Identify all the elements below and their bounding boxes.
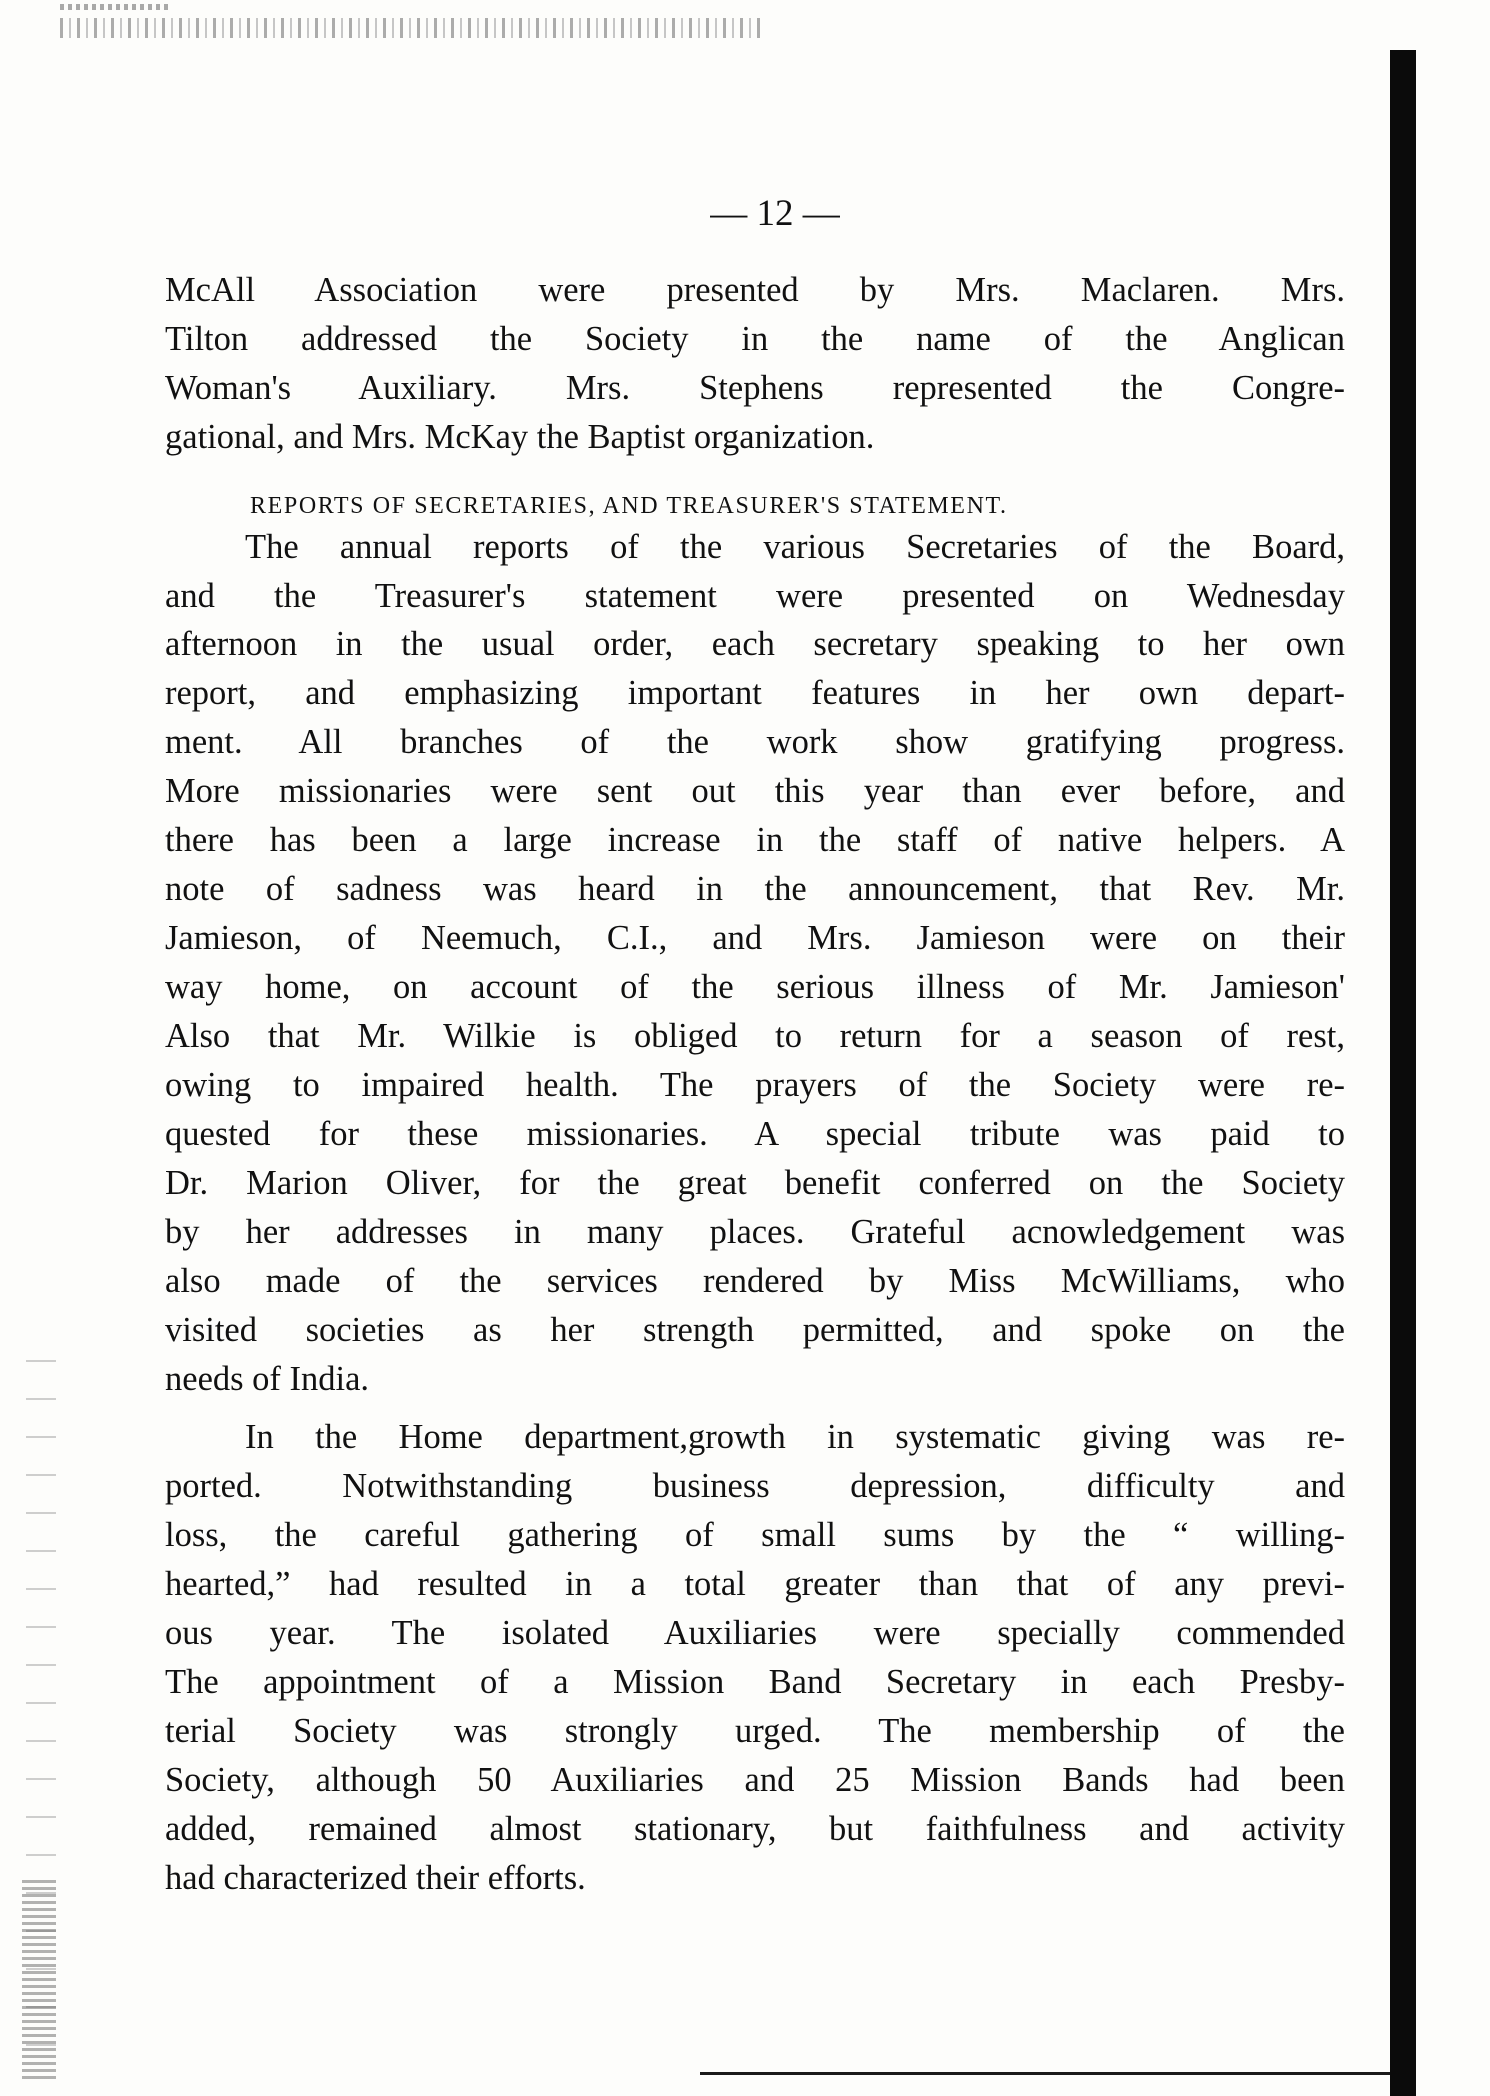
text-line: In the Home department,growth in systematic giving was re- xyxy=(245,1418,1345,1456)
text-line: loss, the careful gathering of small sums by the “ willing- xyxy=(165,1516,1345,1554)
scan-noise-top-edge xyxy=(60,4,170,10)
text-line: ported. Notwithstanding business depression, difficulty and xyxy=(165,1467,1345,1505)
text-line: needs of India. xyxy=(165,1360,370,1398)
text-line: had characterized their efforts. xyxy=(165,1859,586,1897)
text-line: ous year. The isolated Auxiliaries were specially commended xyxy=(165,1614,1345,1652)
text-line: Woman's Auxiliary. Mrs. Stephens represented the Congre- xyxy=(165,369,1345,407)
text-line: hearted,” had resulted in a total greater than that of any previ- xyxy=(165,1565,1345,1603)
section-heading: REPORTS OF SECRETARIES, AND TREASURER'S STATEMENT. xyxy=(250,493,1008,519)
text-line: quested for these missionaries. A special tribute was paid to xyxy=(165,1115,1345,1153)
text-line: owing to impaired health. The prayers of the Society were re- xyxy=(165,1066,1345,1104)
text-line: Also that Mr. Wilkie is obliged to return for a season of rest, xyxy=(165,1017,1345,1055)
text-line: by her addresses in many places. Grateful acnowledgement was xyxy=(165,1213,1345,1251)
page-binding-shadow xyxy=(1390,50,1416,2096)
text-line: way home, on account of the serious illness of Mr. Jamieson' xyxy=(165,968,1345,1006)
page-bottom-edge xyxy=(700,2072,1390,2075)
scan-noise-top xyxy=(60,18,760,38)
text-line: Jamieson, of Neemuch, C.I., and Mrs. Jamieson were on their xyxy=(165,919,1345,957)
text-line: The appointment of a Mission Band Secretary in each Presby- xyxy=(165,1663,1345,1701)
text-line: and the Treasurer's statement were presented on Wednesday xyxy=(165,577,1345,615)
text-line: note of sadness was heard in the announcement, that Rev. Mr. xyxy=(165,870,1345,908)
text-line: terial Society was strongly urged. The membership of the xyxy=(165,1712,1345,1750)
text-line: McAll Association were presented by Mrs. Maclaren. Mrs. xyxy=(165,271,1345,309)
text-line: visited societies as her strength permitted, and spoke on the xyxy=(165,1311,1345,1349)
text-line: Tilton addressed the Society in the name of the Anglican xyxy=(165,320,1345,358)
text-line: there has been a large increase in the staff of native helpers. A xyxy=(165,821,1345,859)
text-line: More missionaries were sent out this year than ever before, and xyxy=(165,772,1345,810)
text-line: ment. All branches of the work show gratifying progress. xyxy=(165,723,1345,761)
scan-noise-left-bottom xyxy=(22,1880,56,2080)
text-line: also made of the services rendered by Miss McWilliams, who xyxy=(165,1262,1345,1300)
text-line: Society, although 50 Auxiliaries and 25 Mission Bands had been xyxy=(165,1761,1345,1799)
text-line: The annual reports of the various Secretaries of the Board, xyxy=(245,528,1345,566)
text-line: Dr. Marion Oliver, for the great benefit conferred on the Society xyxy=(165,1164,1345,1202)
page-number: — 12 — xyxy=(710,193,840,234)
text-line: afternoon in the usual order, each secretary speaking to her own xyxy=(165,625,1345,663)
text-line: report, and emphasizing important features in her own depart- xyxy=(165,674,1345,712)
text-line: gational, and Mrs. McKay the Baptist organization. xyxy=(165,418,875,456)
text-line: added, remained almost stationary, but faithfulness and activity xyxy=(165,1810,1345,1848)
